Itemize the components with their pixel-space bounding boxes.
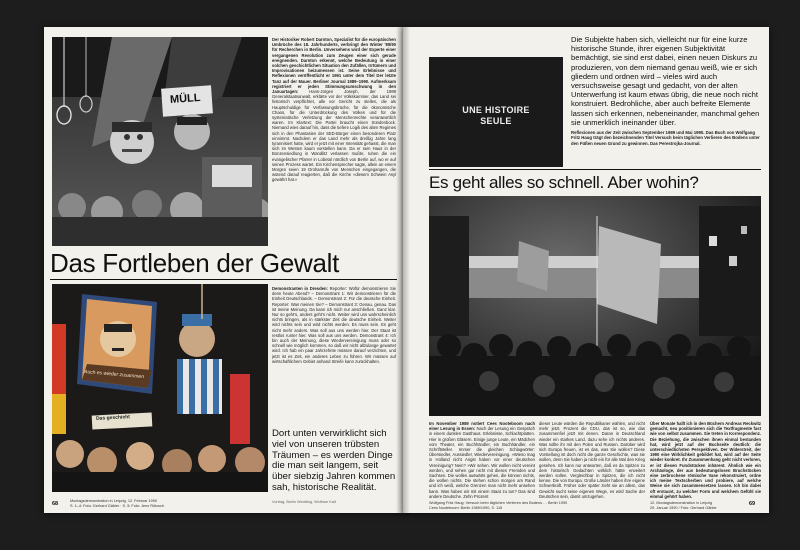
- poster-text: Auch es wieder zusammen: [83, 368, 145, 381]
- page-number-right: 69: [749, 501, 756, 507]
- pull-quote: Dort unten verwirklicht sich viel von unseren trübsten Träumen – es werden Dinge die man seit langem, seit über siebzig Jahren kommen sah, historische Realität.: [272, 428, 396, 493]
- footer-caption-right-left: Wolfgang Fritz Haug: Versuch beim täglichen Verlieren des Bodens … Berlin 1990: [429, 501, 568, 505]
- photo-bottom-puppets: [52, 284, 268, 492]
- demo-heading: Demonstranten in Dresden:: [272, 286, 328, 291]
- intro-small-text: Reflexionen aus der Zeit zwischen September 1989 und Mai 1990. Das Buch von Wolfgang Fritz Haug trägt den bezeichnenden Titel Versuch beim täglichen Verlieren des Bodens unter den Füßen neuen Grund zu gewinnen. Das Perestrojka-Journal.: [571, 130, 760, 146]
- photo-night-crowd: [429, 196, 761, 416]
- footer-caption-right: 12. Montagsdemonstration in Leipzig: [650, 501, 713, 505]
- photo-top-demonstration: [52, 37, 268, 246]
- footer-caption-right-left2: Cees Nooteboom: Berlin 1989/1990, S. 115: [429, 506, 503, 510]
- box-title-line2: SEULE: [480, 116, 512, 126]
- photo-top-artwork: [52, 37, 268, 246]
- demo-body: Reporter: Wofür demonstrieren Sie denn heute Abend? – Demonstrant 1: Wir demonstrieren für die Einheit Deutschlands. – Demonstrant 2: Für die deutsche Einheit. Reporter: Was meinen Sie? – Demonstrant 3: Genau, genau. Das ist meine Meinung. Da kann ich mich nur anschließen. Ganz klar. Nur so geht's, anders geht's nicht. Weiter wird uns wahrscheinlich nichts bringen, als in stärkster Zeit die deutsche Einheit. Weiter wird nichts sein und wird nichts werden. Es muss sein. Es geht nicht mehr anders. Was soll aus uns werden hier. Der Staat ist restlos runter hier. Was soll aus uns werden. Demonstrant 4: Ich bin auch der Meinung, diese Wiedervereinigung muss oder so schnell wie möglich kommen, so daß wir nicht allzulange gewartet wird. Ich hab ein paar Jahrzehnte müssen darauf verzichten, und jetzt ist es Zeit, ein anderes Leben zu führen. Wir müssen auf wirtschaftlichem Gebiet anhand Streife kann zurückhalten.: [272, 286, 396, 364]
- une-histoire-box: [429, 57, 563, 167]
- sign-text-muell: MÜLL: [169, 91, 201, 107]
- intro-column: [272, 37, 396, 245]
- banner-text: Das geschieht: [95, 414, 131, 422]
- nooteboom-body: Nach der Lesung ein Gespräch in einem dunklen Gasthaus. Erlebnisse, Schlachtplatten. Hier in großen Gläsern. Einige junge Leute, ein Mädchen vom Theater, ein Buchhändler, ein Buchhändler, ein Schriftsteller. Immer die gleichen Schlagwörter: Übersiedler, Aussiedler, Wiedervereinigung. »Wieso mag in Holland nicht Angst haben vor einer deutschen Vereinigung? Nein? »Wir sehen. Wir wollen nicht vereint werden, und sehen gar nicht mit diesen Fremden und Sachsen. Die wollen auswärts gehen, die können nichts, die wollen nichts. Die stehen schon morgen am Rand und ich weiß, welche Grenzen man nicht mehr ansehen kann. Was haben wir mit einem Staat zu tun? Das sind andere Deutsche. Zehn Prozent: [429, 426, 535, 499]
- intro-large-text: Die Subjekte haben sich, vielleicht nur für eine kurze historische Stunde, ihrer eigenen Subjektivität bemächtigt, sie sind erst dabei, einen neuen Diskurs zu produzieren, von dem niemand genau weiß, wie er sich gliedern und ordnen wird – vieles wird auch versuchsweise gesagt und gedacht, von der alten Unterwerfung ist kaum etwas übrig, die neue noch nicht konstruiert. Bedrohliche, aber auch befreite Elemente lassen sich erkennen, nebeneinander, manchmal gehen sie unmerklich ineinander über.: [571, 35, 760, 127]
- intro-body: Hans-Jürgen Joseph, der 1989 Generalstaatsanwalt, erklärte vor der Volkskammer, das Land sei historisch verpflichtet, alle vor Gericht zu stellen, die als Hauptschuldige für Verfassungsbrüche, für die ökonomische Chaos, für die Unterdrückung des Volkes und für die systematische Verletzung der Menschenrechte verantwortlich waren. Im Klartext: Die Partei braucht einen Sündenbock. Niemand wies darauf hin, dass die tiefere Logik des alten Regimes sich in den Phantasien der SED-Bürger einen besonderen Platz einnimmt. Nachdem er das Land mehr als dreißig Jahre lang tyrannisiert hatte, wird er jetzt mit einer Intensität gehasst, die man sich im Westen kaum vorstellen kann. Da er sein Haus in der Bonzensiedlung in Wandlitz verlassen mußte, ruhen die ein evangelischer Pfarrer in Lobetal nördlich von Berlin auf, wo er auf seinen Prozess wartet. Ein Kirchensprecher sagte, allein an einem Morgen seien 19 Drohanrufe von Menschen eingegangen, die wütend darauf reagierten, daß die Kirche »diesem Schwein Asyl gewährt hat.«: [272, 89, 396, 183]
- photo-night-artwork: [429, 196, 761, 416]
- footer-caption-left: Montagsdemonstration in Leipzig, 12. Februar 1990: [70, 499, 157, 503]
- right-body: Über Monate hallt ich in den Büchern Andreas Reckwitz gemacht, neu positionieren sich die Textfragmente fast wie von selbst zusammen. Sie treten in Korrespondenz. Die Beziehung, die zwischen ihnen einmal bestanden hat, wird jetzt auf der Buchseite deutlich: die unterschiedlichsten Perspektiven. Der Widerstreit, der 1990 eine Wirklichkeit gebildet hat, wird auf der Seite wieder konkret. Ihr Zusammenhang geht nicht verloren, er ist diesen Fundstücken inhärent. Ähnlich wie ein Archäologe, der aus bedeutungslosen Bruchstücken eine zerbrochene römische Vase rekonstruiert, ordne ich meine Textscherben und probiere, auf welche Weise sie sich zusammensetzen lassen. Ich bin dabei oft erstaunt, zu welcher Form und welchem Gefühl sie einmal gehört haben.: [650, 421, 761, 499]
- footer-credit-left: S. 1–4: Foto: Gerhard Gäbler · S. 5: Foto: Jens Rötzsch: [70, 504, 164, 508]
- bottom-col-left: [429, 421, 535, 499]
- right-page: [403, 27, 769, 513]
- intro-lead: Der Historiker Robert Darnton, Spezialist für die europäischen Umbrüche des 18. Jahrhunderts, verbringt den Winter '89/90 für Recherchen in Berlin. Unversehens wird der Experte einer vergangenen Revolution zum Zeugen einer sich gerade ereignenden. Darnton erkennt, welche Bedeutung in einer solchen geschichtlichen Situation den Zufällen, Irrtümern und Improvisationen beizumessen ist. Seine Erlebnisse und Reflexionen veröffentlicht er 1991 unter dem Titel Der letzte Tanz auf der Mauer. Berliner Journal 1989–1990. Aufmerksam registriert er jeden Stimmungsumschwung in den Januartagen:: [272, 37, 396, 95]
- headline-es-geht: Es geht alles so schnell. Aber wohin?: [429, 173, 699, 192]
- headline-rule-top: [429, 169, 761, 170]
- headline-rule: [50, 279, 397, 280]
- bottom-col-right: [650, 421, 761, 499]
- photo-bottom-artwork: [52, 284, 268, 492]
- page-number-left: 68: [52, 501, 59, 507]
- bottom-col-mid: [539, 421, 645, 499]
- footer-caption-right2: 29. Januar 1990 / Foto: Gerhard Gäbler: [650, 506, 717, 510]
- footer-source-left: Vortrag, Berlin Wedding, Wolfram Kalt: [272, 500, 336, 504]
- left-page: [44, 27, 403, 513]
- headline-fortleben: Das Fortleben der Gewalt: [50, 248, 340, 278]
- mid-body: dieser Leute würden die Republikaner wählen, und nicht mehr jetzt. Prozent die CDU, das ist so, wie das zusammenfiel jetzt mit denen. Daran in Deutschland wieder ein starkes Land, dazu sehe ich nichts anderes. Was sollte ihr mit den Polen und Russen. Darüber wird sich Europa freuen, ist es das, was Sie wollen? Diese Vorstellung ist doch nicht die ganze Geschichte, was sie wollen, denn Sie haben ja nicht ein für alle Mal den Krieg gesehen. Ich kann nur antworten, daß es da Spitzen zu dem historisch Gedachten wirklich hätte erweitert werden sollen. Vergleichbar in Spitzen, die ich nicht kenne. Die von Europa. Große Länder haben ihre eigene Schwerkraft. Früher oder später zieht sie an allem, das Gewicht sucht seine eigenen Wege, es wird Sache der Deutschen sein, damit umzugehen.: [539, 421, 645, 499]
- demo-column: [272, 286, 396, 426]
- nooteboom-heading: Im November 1989 notiert Cees Nooteboom nach einer Lesung in Essen:: [429, 421, 535, 432]
- gutter-shadow: [396, 27, 410, 513]
- box-title-line1: UNE HISTOIRE: [462, 105, 530, 115]
